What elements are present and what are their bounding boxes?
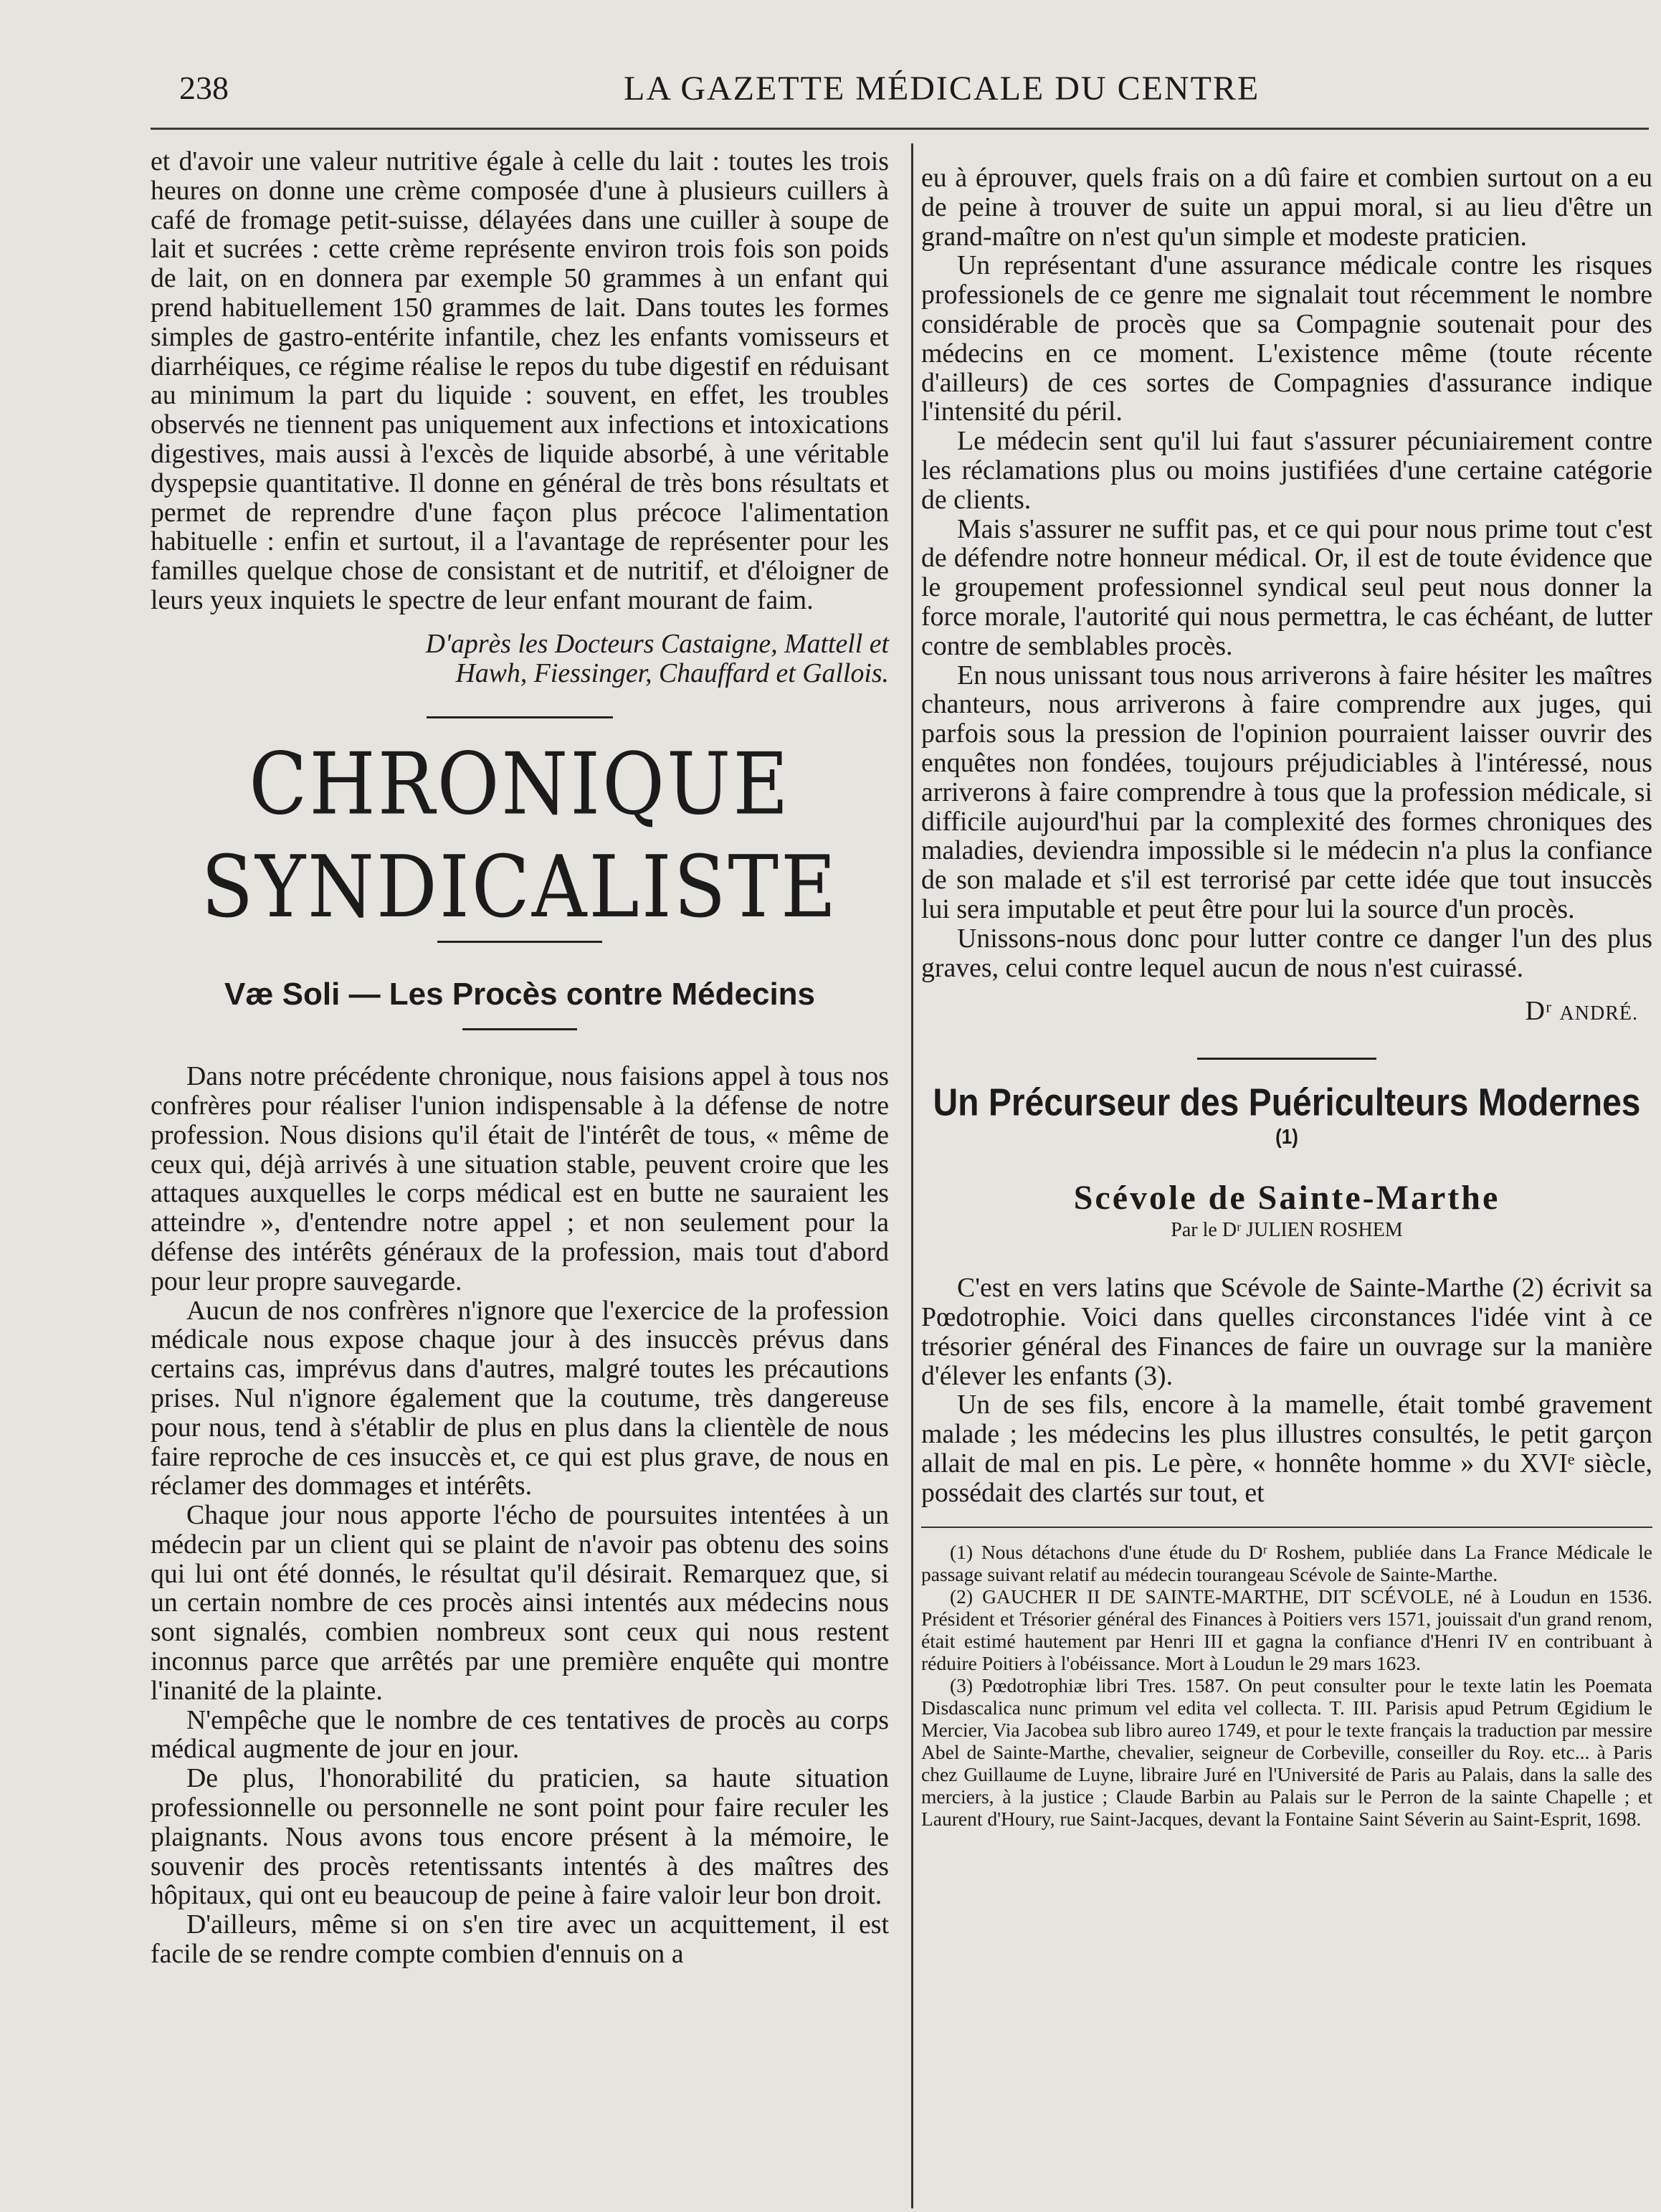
section-title: CHRONIQUE SYNDICALISTE [201,735,839,937]
subtitle-rule [462,1028,577,1030]
running-title: LA GAZETTE MÉDICALE DU CENTRE [624,70,1260,108]
attribution-line-1: D'après les Docteurs Castaigne, Mattell et [425,628,889,659]
article-subtitle: Scévole de Sainte-Marthe [1073,1178,1500,1217]
article-title [921,1081,1652,1162]
attribution-line-2: Hawh, Fiessinger, Chauffard et Gallois. [455,658,889,688]
paragraph: De plus, l'honorabilité du praticien, sa haute situation professionnelle ou personnelle ne sont point pour faire reculer les plaignants. Nous avons tous encore présent à la mémoire, le souvenir des procès retentissants intentés à des maîtres des hôpitaux, qui ont eu beaucoup de peine à faire valoir leur bon droit. [151,1763,889,1911]
intro-paragraph: et d'avoir une valeur nutritive égale à celle du lait : toutes les trois heures on donne une crème composée d'une à plusieurs cuillers à café de fromage petit-suisse, délayées dans une cuiller à soupe de lait et sucrées : cette crème représente environ trois fois son poids de lait, on en donnera par exemple 50 grammes à un enfant qui prend habituellement 150 grammes de lait. Dans toutes les formes simples de gastro-entérite infantile, chez les enfants vomisseurs et diarrhéiques, ce régime réalise le repos du tube digestif en réduisant au minimum la part du liquide : souvent, en effet, les troubles observés ne tiennent pas uniquement aux infections et intoxications digestives, mais aussi à l'excès de liquide absorbé, à une véritable dyspepsie quantitative. Il donne en général de très bons résultats et permet de reprendre d'une façon plus précoce l'alimentation habituelle : enfin et surtout, il a l'avantage de représenter pour les familles quelque chose de consistant et de nutritif, et d'éloigner de leurs yeux inquiets le spectre de leur enfant mourant de faim. [151,146,889,615]
paragraph: Un de ses fils, encore à la mamelle, était tombé gravement malade ; les médecins les plus illustres consultés, le petit garçon allait de mal en pis. Le père, « honnête homme » du XVIᵉ siècle, possédait des clartés sur tout, et [921,1390,1652,1508]
right-column [921,163,1652,1830]
signature [921,997,1638,1029]
title-rule [437,941,602,943]
paragraph: Dans notre précédente chronique, nous faisions appel à tous nos confrères pour réaliser l'union indispensable à la défense de notre profession. Nous disions qu'il était de l'intérêt de tous, « même de ceux qui, déjà arrivés à une situation stable, peuvent croire que les attaques auxquelles le corps médical est en butte ne sauraient les atteindre », d'entendre notre appel ; et non seulement pour la défense des intérêts généraux de la profession, mais tout d'abord pour leur propre sauvegarde. [151,1061,889,1296]
footnotes [921,1541,1652,1830]
paragraph: eu à éprouver, quels frais on a dû faire et combien surtout on a eu de peine à trouver de suite un appui moral, si au lieu d'être un grand-maître on n'est qu'un simple et modeste praticien. [921,163,1652,252]
paragraph: En nous unissant tous nous arriverons à faire hésiter les maîtres chanteurs, nous arriverons à faire comprendre aux juges, qui parfois sous la pression de l'opinion pourraient laisser ouvrir des enquêtes non fondées, toujours préjudiciables à l'intéressé, nous arriverons à faire comprendre à tous que la profession médicale, si difficile aujourd'hui par la complexité des formes chroniques des maladies, deviendra impossible si le médecin n'a plus la confiance de son malade et s'il est terrorisé par cette idée que tout insuccès lui sera imputable et peut être pour lui la source d'un procès. [921,660,1652,924]
footnote: (1) Nous détachons d'une étude du Dʳ Roshem, publiée dans La France Médicale le passage suivant relatif au médecin tourangeau Scévole de Sainte-Marthe. [921,1540,1652,1585]
paragraph: N'empêche que le nombre de ces tentatives de procès au corps médical augmente de jour en jour. [151,1704,889,1765]
article-title-text: Un Précurseur des Puériculteurs Modernes [933,1081,1641,1125]
paragraph: Le médecin sent qu'il lui faut s'assurer pécuniairement contre les réclamations plus ou moins justifiées d'une certaine catégorie de clients. [921,426,1652,515]
header-rule [151,128,1649,130]
paragraph: Aucun de nos confrères n'ignore que l'exercice de la profession médicale nous expose chaque jour à des insuccès prévus dans certains cas, imprévus dans d'autres, malgré toutes les précautions prises. Nul n'ignore également que la coutume, très dangereuse pour nous, tend à s'établir de plus en plus dans la clientèle de nous faire reproche de ces insuccès et, ce qui est plus grave, de nous en réclamer des dommages et intérêts. [151,1295,889,1501]
page-number: 238 [179,70,229,106]
page-header [179,69,1661,119]
column-divider [911,143,913,2208]
byline: Par le Dʳ JULIEN ROSHEM [1171,1218,1403,1241]
footnote: (3) Pœdotrophiæ libri Tres. 1587. On peut consulter pour le texte latin les Poemata Disdascalica nunc primum vel edita vel collecta. T. III. Parisis apud Petrum Œgidium le Mercier, Via Jacobea sub libro aureo 1749, et pour le texte français la traduction par messire Abel de Sainte-Marthe, chevalier, seigneur de Corbeville, conseiller du Roy. etc... à Paris chez Guillaume de Luyne, libraire Juré en l'Université de Paris au Palais, dans la salle des merciers, à la justice ; Claude Barbin au Palais sur le Perron de la sainte Chapelle ; et Laurent d'Houry, rue Saint-Jacques, devant la Fontaine Saint Séverin au Saint-Esprit, 1698. [921,1674,1652,1830]
signature-prefix: Dʳ [1525,996,1560,1027]
paragraph: D'ailleurs, même si on s'en tire avec un acquittement, il est facile de se rendre compte combien d'ennuis on a [151,1909,889,1970]
separator-rule [1197,1058,1376,1060]
article-subtitle: Væ Soli — Les Procès contre Médecins [224,977,816,1012]
paragraph: Unissons-nous donc pour lutter contre ce danger l'un des plus graves, celui contre lequel aucun de nous n'est cuirassé. [921,923,1652,983]
left-column [151,147,889,1969]
footnote: (2) GAUCHER II DE SAINTE-MARTHE, DIT SCÉVOLE, né à Loudun en 1536. Président et Trésorier général des Finances à Poitiers vers 1571, jouissait d'un grand renom, était estimé hautement par Henri III et gagna la confiance d'Henri IV en contribuant à réduire Poitiers à l'obéissance. Mort à Loudun le 29 mars 1623. [921,1585,1652,1674]
paragraph: Mais s'assurer ne suffit pas, et ce qui pour nous prime tout c'est de défendre notre honneur médical. Or, il est de toute évidence que le groupement professionnel syndical seul peut nous donner la force morale, l'autorité qui nous permettra, le cas échéant, de lutter contre de semblables procès. [921,513,1652,661]
paragraph: C'est en vers latins que Scévole de Sainte-Marthe (2) écrivit sa Pœdotrophie. Voici dans quelles circonstances l'idée vint à ce trésorier général des Finances de faire un ouvrage sur la manière d'élever les enfants (3). [921,1273,1652,1391]
footnote-rule [921,1527,1652,1528]
paragraph: Chaque jour nous apporte l'écho de poursuites intentées à un médecin par un client qui se plaint de n'avoir pas obtenu des soins qui lui ont été donnés, le résultat qu'il désirait. Remarquez que, si un certain nombre de ces procès ainsi intentés aux médecins nous sont signalés, combien nombreux sont ceux qui nous restent inconnus parce que arrêtés par une première enquête qui montre l'inanité de la plainte. [151,1500,889,1706]
signature-name: ANDRÉ. [1559,1002,1638,1025]
separator-rule [427,716,613,718]
article-title-note: (1) [1275,1124,1298,1149]
paragraph: Un représentant d'une assurance médicale contre les risques professionels de ce genre me signalait tout récemment le nombre considérable de procès que sa Compagnie soutenait pour des médecins en ce moment. L'existence même (toute récente d'ailleurs) de ces sortes de Compagnies d'assurance indique l'intensité du péril. [921,250,1652,427]
